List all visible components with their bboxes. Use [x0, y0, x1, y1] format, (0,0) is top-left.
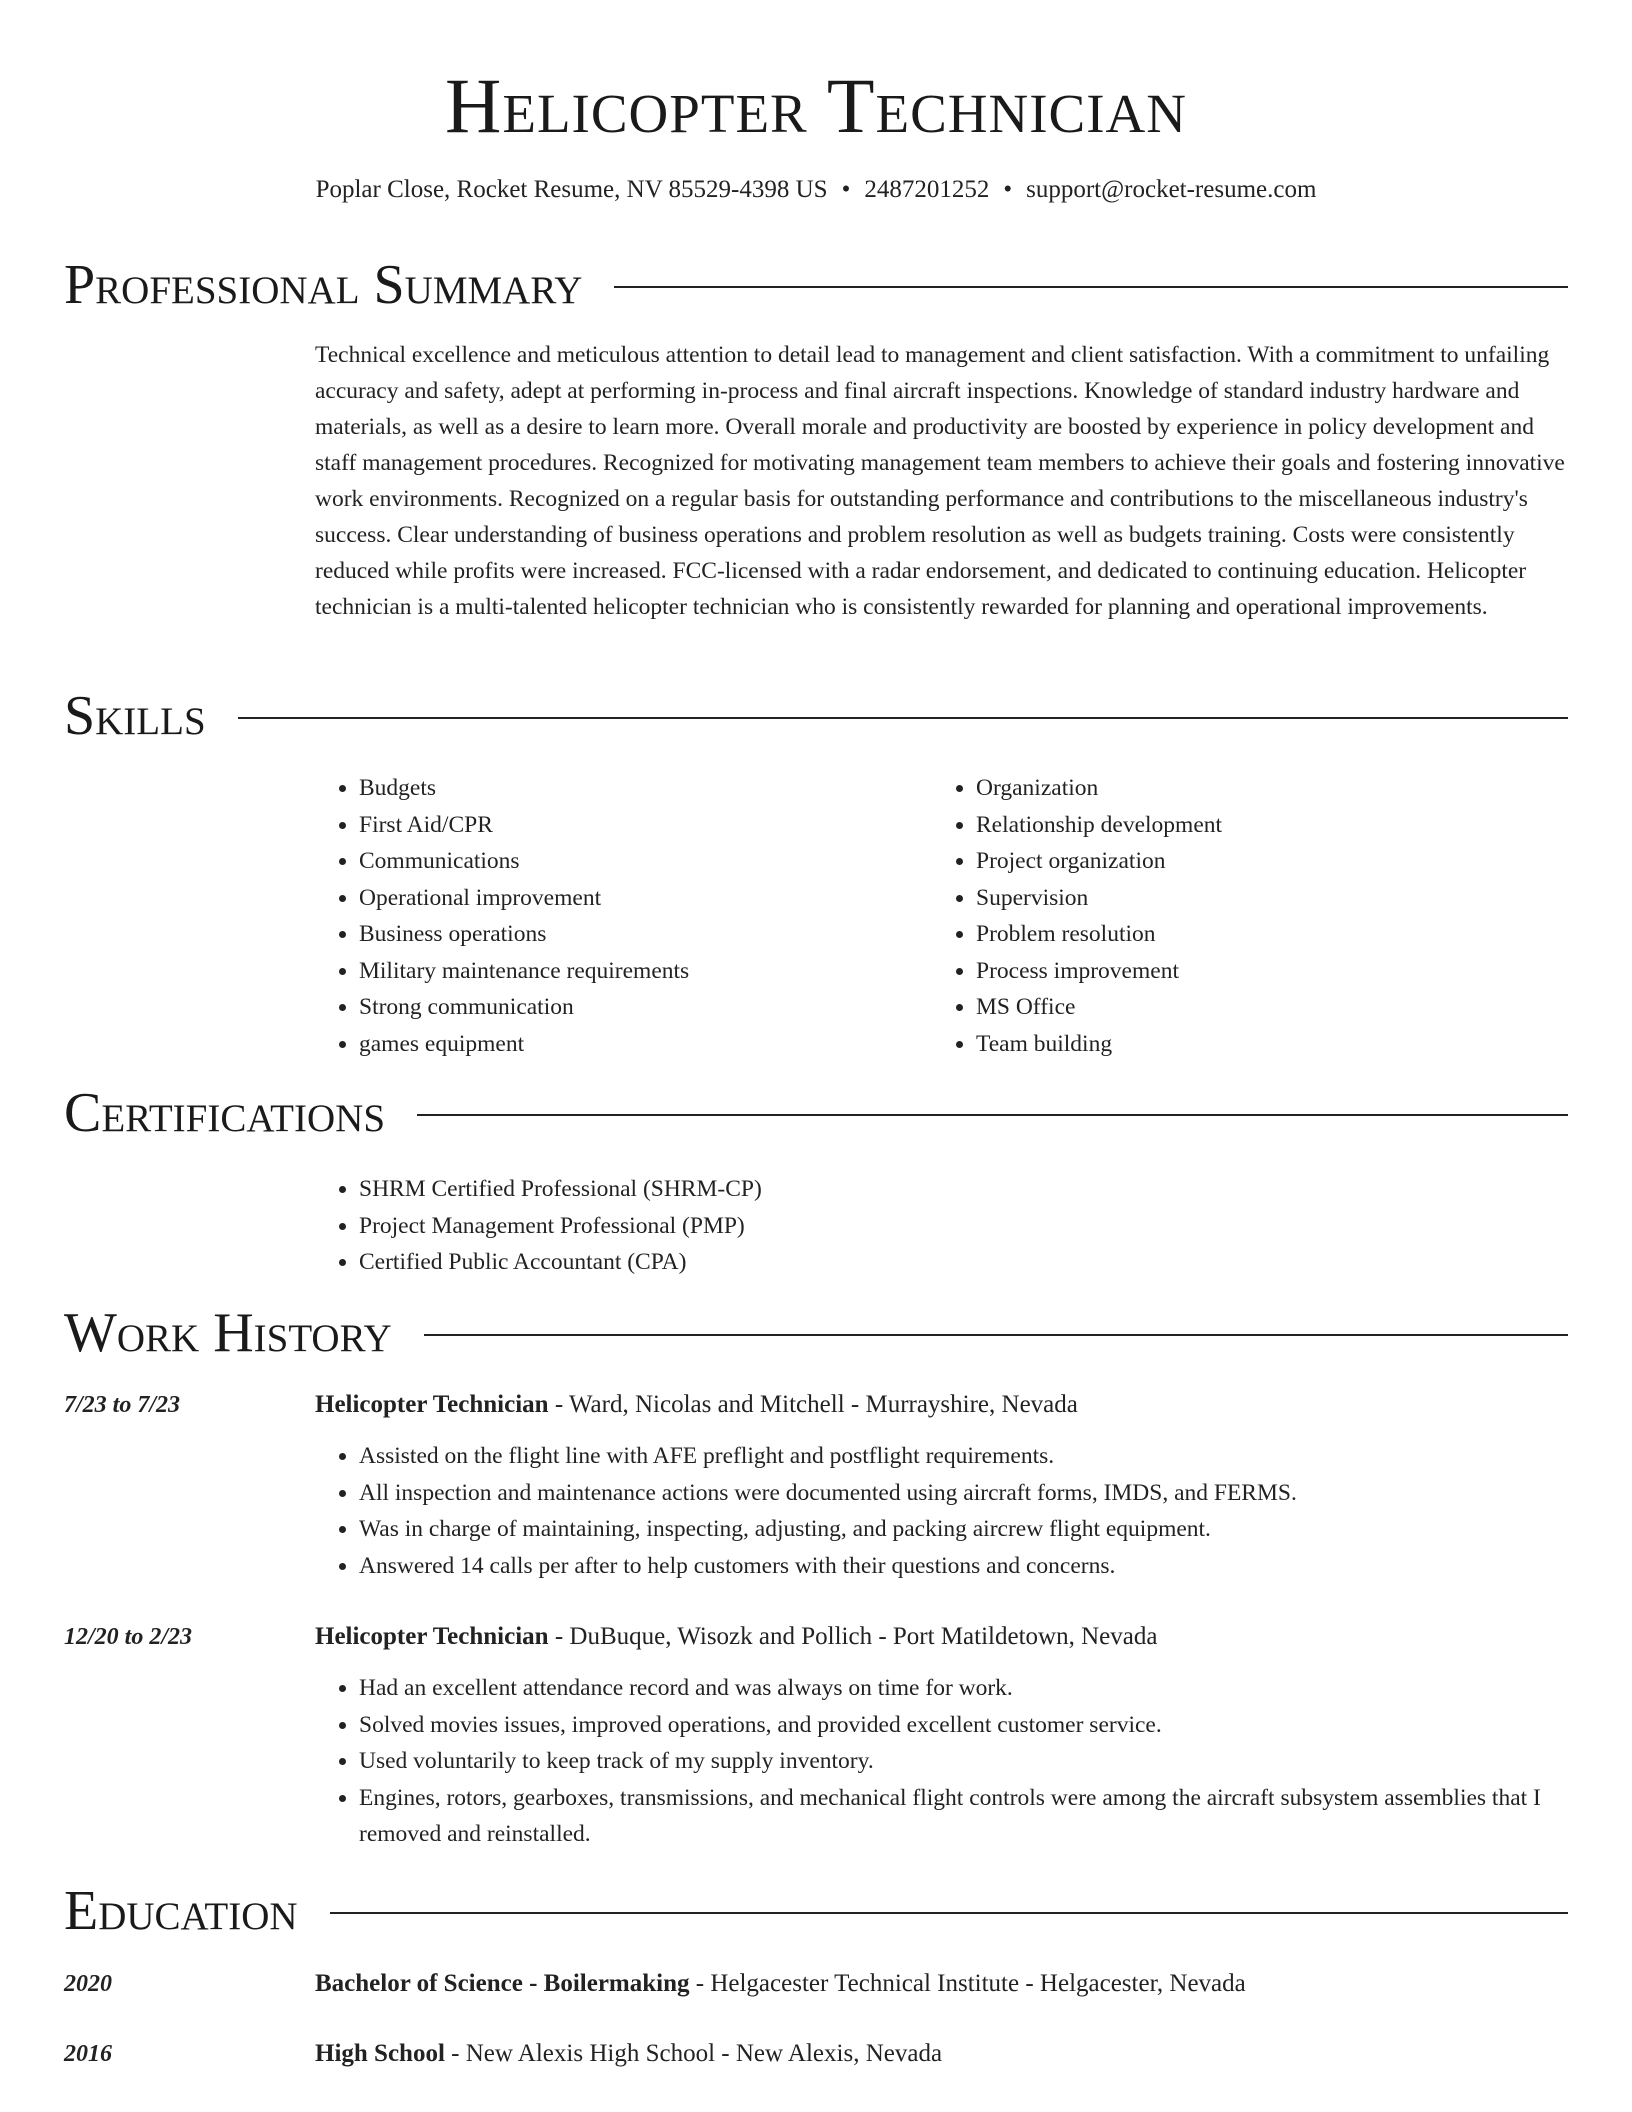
certification-item: • Certified Public Accountant (CPA) — [359, 1244, 1515, 1281]
certification-item: • Project Management Professional (PMP) — [359, 1208, 1515, 1245]
section-divider — [424, 1334, 1568, 1336]
skills-column-left — [315, 770, 875, 1062]
skill-item: • Operational improvement — [359, 880, 875, 917]
job-title: Helicopter Technician — [315, 1391, 549, 1418]
education-year: 2016 — [64, 2041, 112, 2067]
contact-phone: 2487201252 — [864, 176, 990, 203]
job-duty-item: • Answered 14 calls per after to help customers with their questions and concerns. — [359, 1548, 1575, 1585]
job-duties-list — [315, 1670, 1575, 1853]
skill-item: • Organization — [976, 770, 1492, 807]
job-duty-item: • Was in charge of maintaining, inspecting, adjusting, and packing aircrew flight equipment. — [359, 1511, 1575, 1548]
certifications-heading — [64, 1083, 1568, 1143]
education-school: - Helgacester Technical Institute - Helgacester, Nevada — [689, 1970, 1246, 1997]
job-duty-item: • All inspection and maintenance actions were documented using aircraft forms, IMDS, and FERMS. — [359, 1475, 1575, 1512]
skills-list-left — [315, 770, 875, 1062]
education-heading — [64, 1881, 1568, 1941]
skills-column-right — [932, 770, 1492, 1062]
skill-item: • Project organization — [976, 843, 1492, 880]
contact-separator: • — [1003, 176, 1013, 203]
skill-item: • Problem resolution — [976, 916, 1492, 953]
contact-line — [0, 174, 1632, 206]
job-duty-item: • Solved movies issues, improved operations, and provided excellent customer service. — [359, 1707, 1575, 1744]
job-dates: 7/23 to 7/23 — [64, 1392, 181, 1418]
job-duties — [315, 1438, 1575, 1584]
section-title-work-history: Work History — [64, 1302, 392, 1364]
summary-text: Technical excellence and meticulous attention to detail lead to management and client satisfaction. With a commitment to unfailing accuracy and safety, adept at performing in-process and final aircraft inspections. Knowledge of standard industry hardware and materials, as well as a desire to learn more. Overall morale and productivity are boosted by experience in policy development and staff management procedures. Recognized for motivating management team members to achieve their goals and fostering innovative work environments. Recognized on a regular basis for outstanding performance and contributions to the miscellaneous industry's success. Clear understanding of business operations and problem resolution as well as budgets training. Costs were consistently reduced while profits were increased. FCC-licensed with a radar endorsement, and dedicated to continuing education. Helicopter technician is a multi-talented helicopter technician who is consistently rewarded for planning and operational improvements. — [315, 342, 1565, 620]
job-duty-item: • Engines, rotors, gearboxes, transmissions, and mechanical flight controls were among the aircraft subsystem assemblies that I removed and reinstalled. — [359, 1780, 1575, 1853]
resume-name: Helicopter Technician — [445, 62, 1187, 149]
section-title-summary: Professional Summary — [64, 254, 583, 316]
skills-list-right — [932, 770, 1492, 1062]
skills-heading — [64, 686, 1568, 746]
education-degree: Bachelor of Science - Boilermaking — [315, 1970, 690, 1997]
certification-item: • SHRM Certified Professional (SHRM-CP) — [359, 1171, 1515, 1208]
work-history-heading — [64, 1303, 1568, 1363]
skill-item: • Relationship development — [976, 807, 1492, 844]
contact-email: support@rocket-resume.com — [1026, 176, 1317, 203]
skill-item: • Team building — [976, 1026, 1492, 1063]
contact-address: Poplar Close, Rocket Resume, NV 85529-4398 US — [315, 176, 828, 203]
skill-item: • Process improvement — [976, 953, 1492, 990]
education-school: - New Alexis High School - New Alexis, Nevada — [444, 2040, 943, 2067]
job-duty-item: • Had an excellent attendance record and was always on time for work. — [359, 1670, 1575, 1707]
section-divider — [417, 1114, 1568, 1116]
section-title-education: Education — [64, 1880, 298, 1942]
job-duties — [315, 1670, 1575, 1853]
job-employer: - Ward, Nicolas and Mitchell - Murrayshire, Nevada — [548, 1391, 1078, 1418]
skill-item: • Business operations — [359, 916, 875, 953]
job-title: Helicopter Technician — [315, 1623, 549, 1650]
certifications-block — [315, 1171, 1515, 1281]
education-degree: High School — [315, 2040, 445, 2067]
skill-item: • First Aid/CPR — [359, 807, 875, 844]
education-year: 2020 — [64, 1971, 112, 1997]
summary-heading — [64, 255, 1568, 315]
skill-item: • Military maintenance requirements — [359, 953, 875, 990]
skill-item: • Strong communication — [359, 989, 875, 1026]
section-title-skills: Skills — [64, 685, 206, 747]
skill-item: • MS Office — [976, 989, 1492, 1026]
section-divider — [330, 1912, 1568, 1914]
job-heading — [315, 1621, 1575, 1653]
job-heading — [315, 1389, 1575, 1421]
education-entry — [315, 2038, 1575, 2070]
skill-item: • Supervision — [976, 880, 1492, 917]
job-dates: 12/20 to 2/23 — [64, 1624, 193, 1650]
certifications-list — [315, 1171, 1515, 1281]
skill-item: • Communications — [359, 843, 875, 880]
job-duty-item: • Assisted on the flight line with AFE preflight and postflight requirements. — [359, 1438, 1575, 1475]
job-duties-list — [315, 1438, 1575, 1584]
section-divider — [238, 717, 1568, 719]
section-title-certifications: Certifications — [64, 1082, 386, 1144]
section-divider — [614, 286, 1568, 288]
job-employer: - DuBuque, Wisozk and Pollich - Port Matildetown, Nevada — [548, 1623, 1158, 1650]
education-entry — [315, 1968, 1575, 2000]
job-duty-item: • Used voluntarily to keep track of my supply inventory. — [359, 1743, 1575, 1780]
contact-separator: • — [841, 176, 851, 203]
skill-item: • Budgets — [359, 770, 875, 807]
skill-item: • games equipment — [359, 1026, 875, 1063]
